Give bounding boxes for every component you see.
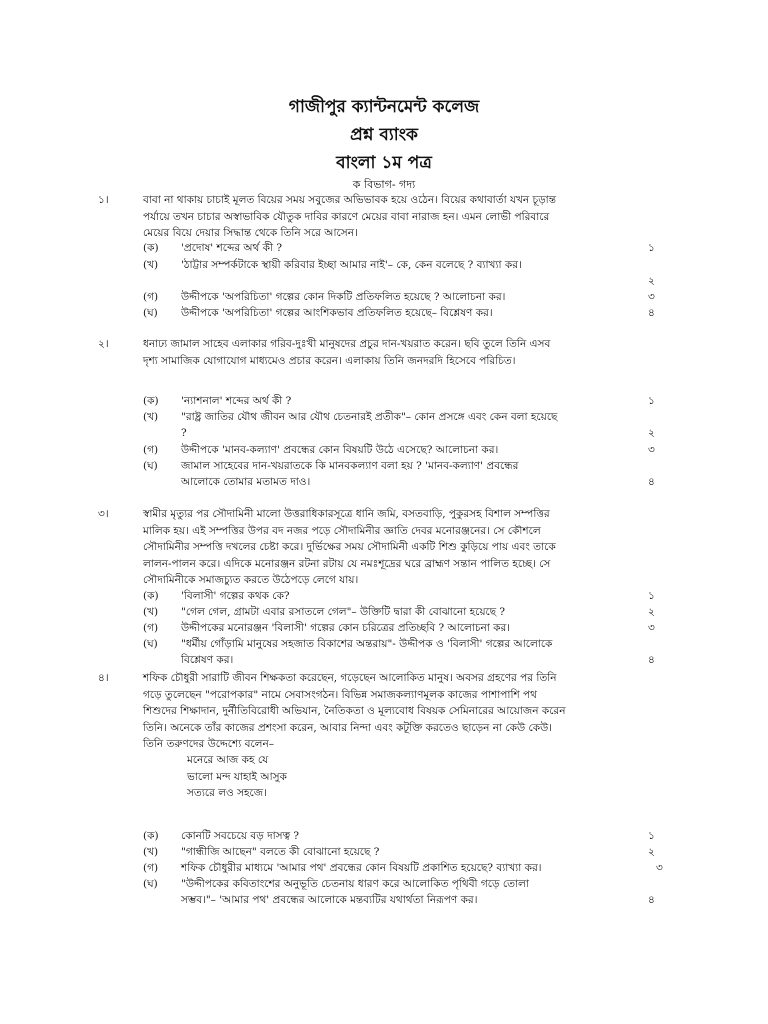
sub-question-label: (গ) bbox=[143, 862, 159, 874]
document-title: প্রশ্ন ব্যাংক bbox=[350, 125, 418, 145]
stem-line: সৌদামিনীর সম্পত্তি দখলের চেষ্টা করে। দুর্ভিক্ষের সময় সৌদামিনী একটি শিশু কুড়িয়ে পায় এবং তাকে bbox=[143, 541, 556, 553]
stem-line: মালিক হয়। এই সম্পত্তির উপর বদ নজর পড়ে সৌদামিনীর জ্ঞাতি দেবর মনোরঞ্জনের। সে কৌশলে bbox=[143, 524, 541, 537]
marks: ২ bbox=[648, 846, 655, 858]
poem-excerpt bbox=[187, 752, 287, 802]
sub-question-label: (ঘ) bbox=[143, 638, 158, 650]
stem-line: বাবা না থাকায় চাচাই মূলত বিয়ের সময় সবুজের অভিভাবক হয়ে ওঠেন। বিয়ের কথাবার্তা যখন চূড়ান্ত bbox=[143, 194, 556, 206]
stem-line: লালন-পালন করে। এদিকে মনোরঞ্জন রটনা রটায় যে নমঃশূদ্রের ঘরে ব্রাহ্মণ সন্তান পালিত হচ্ছে। সে bbox=[143, 557, 551, 570]
poem-line: সত্যরে লও সহজে। bbox=[187, 787, 267, 799]
marks: ১ bbox=[648, 242, 655, 254]
sub-question-text: বিশ্লেষণ কর। bbox=[181, 654, 234, 666]
sub-question-text: 'প্রদোষ' শব্দের অর্থ কী ? bbox=[181, 242, 282, 254]
sub-question-text: সম্ভব।"– 'আমার পথ' প্রবন্ধের আলোকে মন্তব্যটির যথার্থতা নিরূপণ কর। bbox=[181, 894, 478, 906]
marks: ৪ bbox=[648, 894, 655, 906]
sub-question-label: (খ) bbox=[143, 846, 159, 858]
marks: ৪ bbox=[648, 307, 655, 319]
sub-question-label: (গ) bbox=[143, 622, 159, 634]
marks: ৩ bbox=[648, 291, 655, 303]
stem-line: শিশুদের শিক্ষাদান, দুর্নীতিবিরোধী অভিযান, নৈতিকতা ও মূল্যবোধ বিষয়ক সেমিনারের আয়োজন করেন bbox=[143, 705, 566, 717]
question-stem bbox=[143, 336, 661, 369]
sub-question-label: (খ) bbox=[143, 606, 159, 618]
sub-question-text: উদ্দীপকের মনোরঞ্জন 'বিলাসী' গল্পের কোন চরিত্রের প্রতিচ্ছবি ? আলোচনা কর। bbox=[181, 622, 511, 634]
marks: ৪ bbox=[648, 654, 655, 666]
marks: ৪ bbox=[648, 476, 655, 488]
sub-question-text: "গান্ধীজি আছেন" বলতে কী বোঝানো হয়েছে ? bbox=[181, 846, 380, 858]
sub-question-label: (ক) bbox=[143, 590, 159, 602]
section-heading: ক বিভাগ- গদ্য bbox=[352, 178, 416, 191]
sub-question-text: উদ্দীপকে 'মানব-কল্যাণ' প্রবন্ধের কোন বিষয়টি উঠে এসেছে? আলোচনা কর। bbox=[181, 444, 499, 456]
sub-question-text: 'বিলাসী' গল্পের কথক কে? bbox=[181, 590, 290, 602]
sub-question-text: "উদ্দীপকের কবিতাংশের অনুভূতি চেতনায় ধারণ করে আলোকিত পৃথিবী গড়ে তোলা bbox=[181, 878, 529, 890]
stem-line: গড়ে তুলেছেন "পরোপকার" নামে সেবাসংগঠন। বিভিন্ন সমাজকল্যাণমূলক কাজের পাশাপাশি পথ bbox=[143, 688, 537, 701]
marks: ২ bbox=[648, 275, 655, 287]
question-number: ৩। bbox=[98, 508, 109, 520]
sub-question-text: "গেল গেল, গ্রামটা এবার রসাতলে গেল"– উক্তিটি দ্বারা কী বোঝানো হয়েছে ? bbox=[181, 606, 506, 618]
marks: ১ bbox=[648, 830, 655, 842]
marks: ১ bbox=[648, 395, 655, 407]
sub-question-text: আলোকে তোমার মতামত দাও। bbox=[181, 476, 311, 488]
question-number: ১। bbox=[98, 194, 109, 206]
sub-question-text: শফিক চৌধুরীর মাধ্যমে 'আমার পথ' প্রবন্ধের কোন বিষয়টি প্রকাশিত হয়েছে? ব্যাখ্যা কর। bbox=[181, 862, 542, 874]
sub-question-label: (ক) bbox=[143, 830, 159, 842]
marks: ৩ bbox=[648, 444, 655, 456]
sub-question-text: উদ্দীপকে 'অপরিচিতা' গল্পের আংশিকভাব প্রতিফলিত হয়েছে– বিশ্লেষণ কর। bbox=[181, 307, 493, 319]
question-stem bbox=[143, 506, 661, 589]
stem-line: পর্যায়ে তখন চাচার অস্বাভাবিক যৌতুক দাবির কারণে মেয়ের বাবা নারাজ হন। এমন লোভী পরিবারে bbox=[143, 210, 550, 223]
sub-question-label: (ঘ) bbox=[143, 307, 158, 319]
marks: ৩ bbox=[656, 862, 663, 874]
marks: ১ bbox=[648, 590, 655, 602]
question-number: ৪। bbox=[98, 672, 109, 684]
sub-question-label: (গ) bbox=[143, 291, 159, 303]
sub-question-text: জামাল সাহেবের দান-খয়রাতকে কি মানবকল্যাণ বলা হয় ? 'মানব-কল্যাণ' প্রবন্ধের bbox=[181, 460, 519, 472]
sub-question-text: উদ্দীপকে 'অপরিচিতা' গল্পের কোন দিকটি প্রতিফলিত হয়েছে ? আলোচনা কর। bbox=[181, 291, 506, 303]
question-number: ২। bbox=[98, 338, 109, 350]
sub-question-text: ? bbox=[181, 427, 187, 439]
sub-question-text: 'ঠাট্টার সম্পর্কটাকে স্থায়ী করিবার ইচ্ছা আমার নাই'– কে, কেন বলেছে ? ব্যাখ্যা কর। bbox=[181, 259, 522, 271]
stem-line: স্বামীর মৃত্যুর পর সৌদামিনী মালো উত্তরাধিকারসূত্রে ধানি জমি, বসতবাড়ি, পুকুরসহ বিশাল সম্পত্তির bbox=[143, 508, 550, 520]
stem-line: সৌদামিনীকে সমাজচ্যুত করতে উঠেপড়ে লেগে যায়। bbox=[143, 574, 359, 586]
sub-question-text: কোনটি সবচেয়ে বড় দাসত্ব ? bbox=[181, 830, 299, 842]
college-name: গাজীপুর ক্যান্টনমেন্ট কলেজ bbox=[288, 97, 480, 117]
sub-question-label: (ক) bbox=[143, 242, 159, 254]
question-stem bbox=[143, 670, 661, 753]
marks: ২ bbox=[648, 606, 655, 618]
stem-line: মেয়ের বিয়ে দেয়ার সিদ্ধান্ত থেকে তিনি সরে আসেন। bbox=[143, 227, 358, 239]
sub-question-label: (ঘ) bbox=[143, 878, 158, 890]
stem-line: তিনি। অনেকে তাঁর কাজের প্রশংসা করেন, আবার নিন্দা এবং কটূক্তি করতেও ছাড়েন না কেউ কেউ। bbox=[143, 721, 553, 734]
sub-question-text: "রাষ্ট্র জাতির যৌথ জীবন আর যৌথ চেতনারই প্রতীক"– কোন প্রসঙ্গে এবং কেন বলা হয়েছে bbox=[181, 411, 558, 423]
sub-question-label: (ঘ) bbox=[143, 460, 158, 472]
sub-question-label: (ক) bbox=[143, 395, 159, 407]
sub-question-label: (খ) bbox=[143, 411, 159, 423]
sub-question-text: "ধর্মীয় গোঁড়ামি মানুষের সহজাত বিকাশের অন্তরায়"- উদ্দীপক ও 'বিলাসী' গল্পের আলোকে bbox=[181, 638, 553, 650]
stem-line: শফিক চৌধুরী সারাটি জীবন শিক্ষকতা করেছেন, গড়েছেন আলোকিত মানুষ। অবসর গ্রহণের পর তিনি bbox=[143, 672, 557, 684]
poem-line: মনেরে আজ কহ যে bbox=[187, 754, 269, 766]
question-stem bbox=[143, 192, 661, 242]
stem-line: দৃশ্য সামাজিক যোগাযোগ মাধ্যমেও প্রচার করেন। এলাকায় তিনি জনদরদি হিসেবে পরিচিত। bbox=[143, 354, 516, 367]
sub-question-label: (খ) bbox=[143, 259, 159, 271]
marks: ৩ bbox=[648, 622, 655, 634]
sub-question-text: 'ন্যাশনাল' শব্দের অর্থ কী ? bbox=[181, 395, 292, 407]
stem-line: ধনাঢ্য জামাল সাহেব এলাকার গরিব-দুঃখী মানুষদের প্রচুর দান-খয়রাত করেন। ছবি তুলে তিনি এসব bbox=[143, 338, 551, 350]
sub-question-label: (গ) bbox=[143, 444, 159, 456]
subject-title: বাংলা ১ম পত্র bbox=[336, 153, 432, 173]
poem-line: ভালো মন্দ যাহাই আসুক bbox=[187, 770, 287, 783]
stem-line: তিনি তরুণদের উদ্দেশ্যে বলেন– bbox=[143, 738, 275, 750]
marks: ২ bbox=[648, 427, 655, 439]
